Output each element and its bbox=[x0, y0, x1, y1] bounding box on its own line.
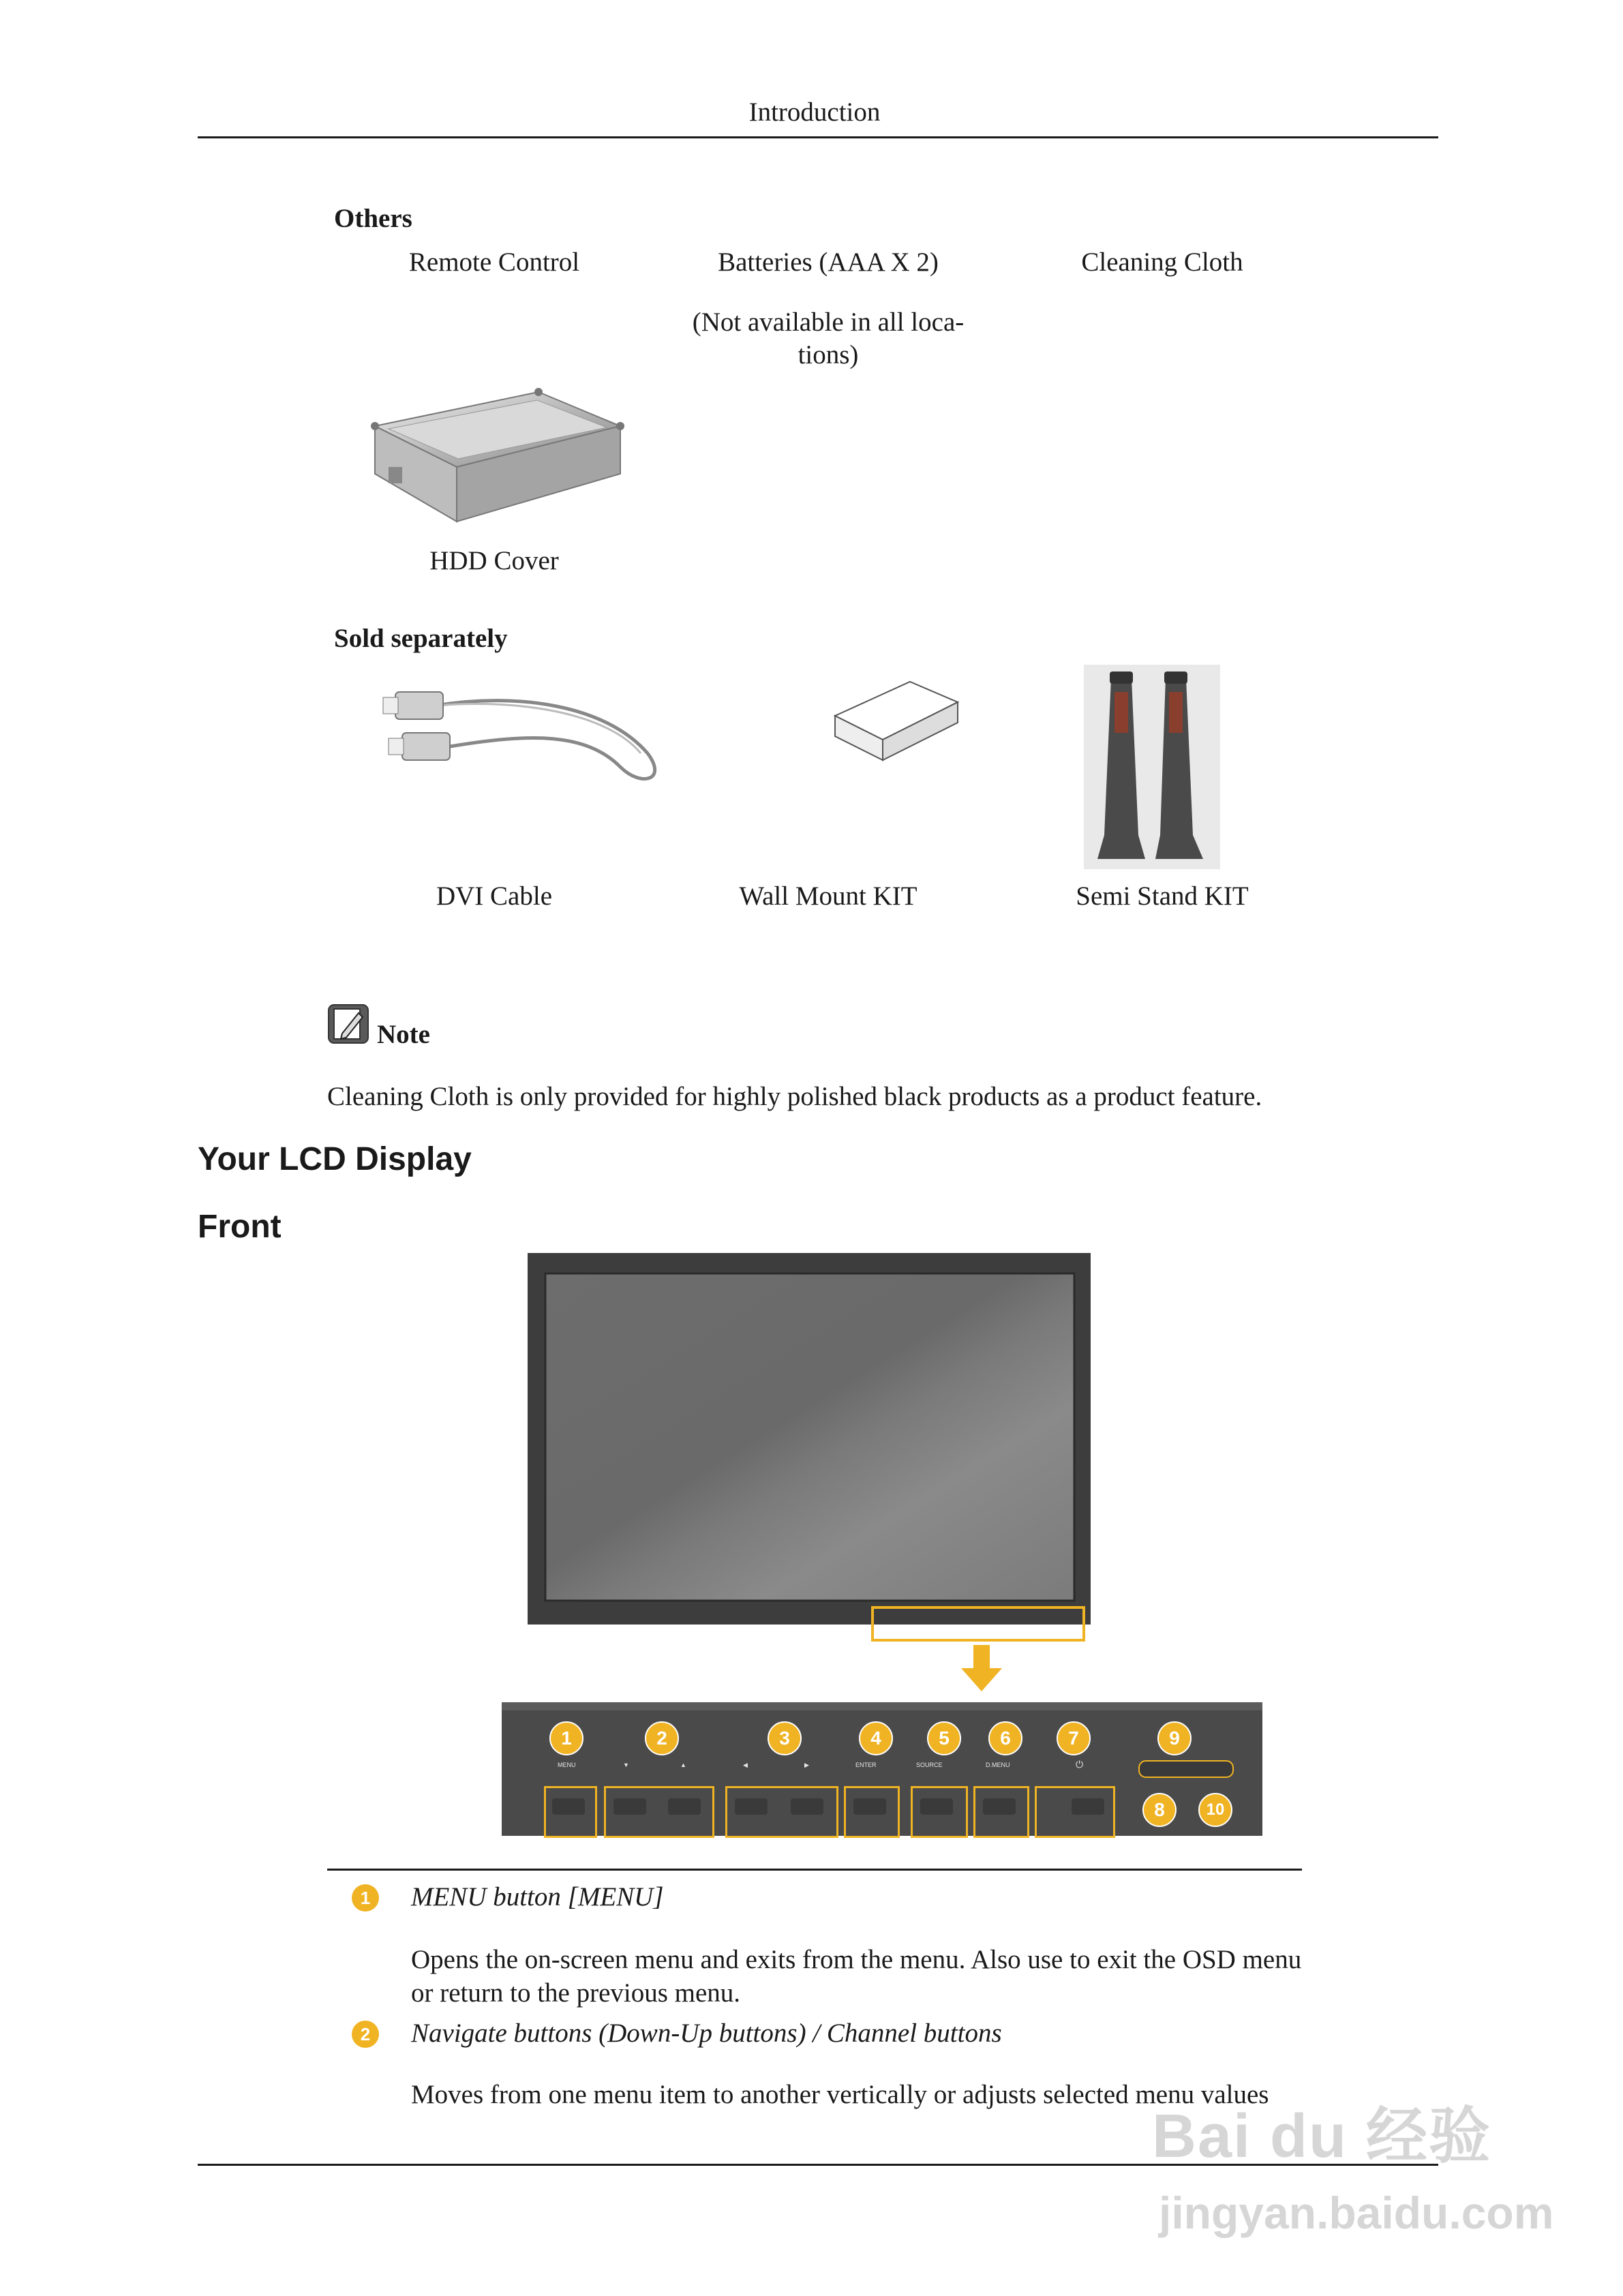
panel-badge-3: 3 bbox=[768, 1721, 802, 1755]
dvi-cable-label: DVI Cable bbox=[436, 881, 553, 911]
control-panel-top-edge bbox=[502, 1702, 1262, 1710]
note-text: Cleaning Cloth is only provided for highly polished black products as a product feature. bbox=[327, 1082, 1262, 1111]
description-body-1: Opens the on-screen menu and exits from the menu. Also use to exit the OSD menu or return to the previous menu. bbox=[411, 1945, 1302, 2008]
dmenu-button[interactable] bbox=[983, 1798, 1016, 1815]
note-pencil-icon bbox=[327, 1003, 371, 1046]
panel-badge-5: 5 bbox=[927, 1721, 961, 1755]
panel-label-enter: ENTER bbox=[855, 1762, 877, 1768]
panel-label-menu: MENU bbox=[558, 1762, 576, 1768]
left-button[interactable] bbox=[735, 1798, 768, 1815]
panel-label-dmenu: D.MENU bbox=[986, 1762, 1010, 1768]
panel-label-left: ◀ bbox=[743, 1762, 748, 1768]
panel-label-source: SOURCE bbox=[916, 1762, 943, 1768]
descriptions-rule bbox=[327, 1869, 1302, 1871]
power-button[interactable] bbox=[1072, 1798, 1104, 1815]
description-body-2: Moves from one menu item to another vertically or adjusts selected menu values bbox=[411, 2080, 1269, 2109]
dvi-cable-image bbox=[382, 678, 661, 794]
menu-button[interactable] bbox=[552, 1798, 585, 1815]
hdd-cover-label: HDD Cover bbox=[429, 546, 559, 575]
availability-note-line2: tions) bbox=[798, 340, 859, 369]
panel-badge-9: 9 bbox=[1157, 1721, 1192, 1755]
panel-label-power: ⏻ bbox=[1076, 1759, 1084, 1770]
semi-stand-kit-image bbox=[1084, 665, 1220, 869]
hdd-cover-image bbox=[361, 385, 634, 535]
wall-mount-kit-label: Wall Mount KIT bbox=[739, 881, 917, 911]
down-button[interactable] bbox=[613, 1798, 646, 1815]
up-button[interactable] bbox=[668, 1798, 701, 1815]
others-heading: Others bbox=[334, 204, 412, 233]
description-title-1: MENU button [MENU] bbox=[411, 1882, 664, 1912]
watermark-url: jingyan.baidu.com bbox=[1159, 2188, 1554, 2238]
sold-separately-heading: Sold separately bbox=[334, 624, 508, 653]
cleaning-cloth-label: Cleaning Cloth bbox=[1081, 247, 1243, 277]
panel-badge-8: 8 bbox=[1142, 1793, 1177, 1827]
availability-note-line1: (Not available in all loca- bbox=[692, 307, 965, 337]
panel-badge-1: 1 bbox=[549, 1721, 583, 1755]
panel-label-right: ▶ bbox=[804, 1762, 809, 1768]
section-title: Your LCD Display bbox=[198, 1141, 472, 1177]
panel-badge-10: 10 bbox=[1198, 1793, 1232, 1827]
panel-badge-6: 6 bbox=[988, 1721, 1022, 1755]
panel-badge-2: 2 bbox=[645, 1721, 679, 1755]
source-button[interactable] bbox=[920, 1798, 953, 1815]
panel-label-up: ▲ bbox=[680, 1762, 686, 1768]
page-header-title: Introduction bbox=[748, 97, 881, 127]
semi-stand-kit-label: Semi Stand KIT bbox=[1076, 881, 1249, 911]
note-label: Note bbox=[377, 1020, 430, 1049]
lcd-display-front-image bbox=[525, 1253, 1097, 1655]
watermark-logo: Bai du 经验 bbox=[1152, 2102, 1492, 2171]
description-badge-2: 2 bbox=[352, 2021, 379, 2048]
panel-label-down: ▼ bbox=[623, 1762, 629, 1768]
header-rule bbox=[198, 136, 1438, 138]
sensor-area bbox=[1138, 1760, 1234, 1778]
description-title-2: Navigate buttons (Down-Up buttons) / Channel buttons bbox=[411, 2019, 1002, 2048]
zoom-arrow-icon bbox=[961, 1645, 1002, 1693]
description-badge-1: 1 bbox=[352, 1884, 379, 1912]
panel-badge-4: 4 bbox=[859, 1721, 893, 1755]
right-button[interactable] bbox=[791, 1798, 823, 1815]
remote-control-label: Remote Control bbox=[408, 247, 580, 277]
wall-mount-kit-image bbox=[828, 675, 965, 764]
batteries-label: Batteries (AAA X 2) bbox=[718, 247, 939, 277]
enter-button[interactable] bbox=[853, 1798, 886, 1815]
subsection-title: Front bbox=[198, 1209, 282, 1245]
panel-badge-7: 7 bbox=[1057, 1721, 1091, 1755]
